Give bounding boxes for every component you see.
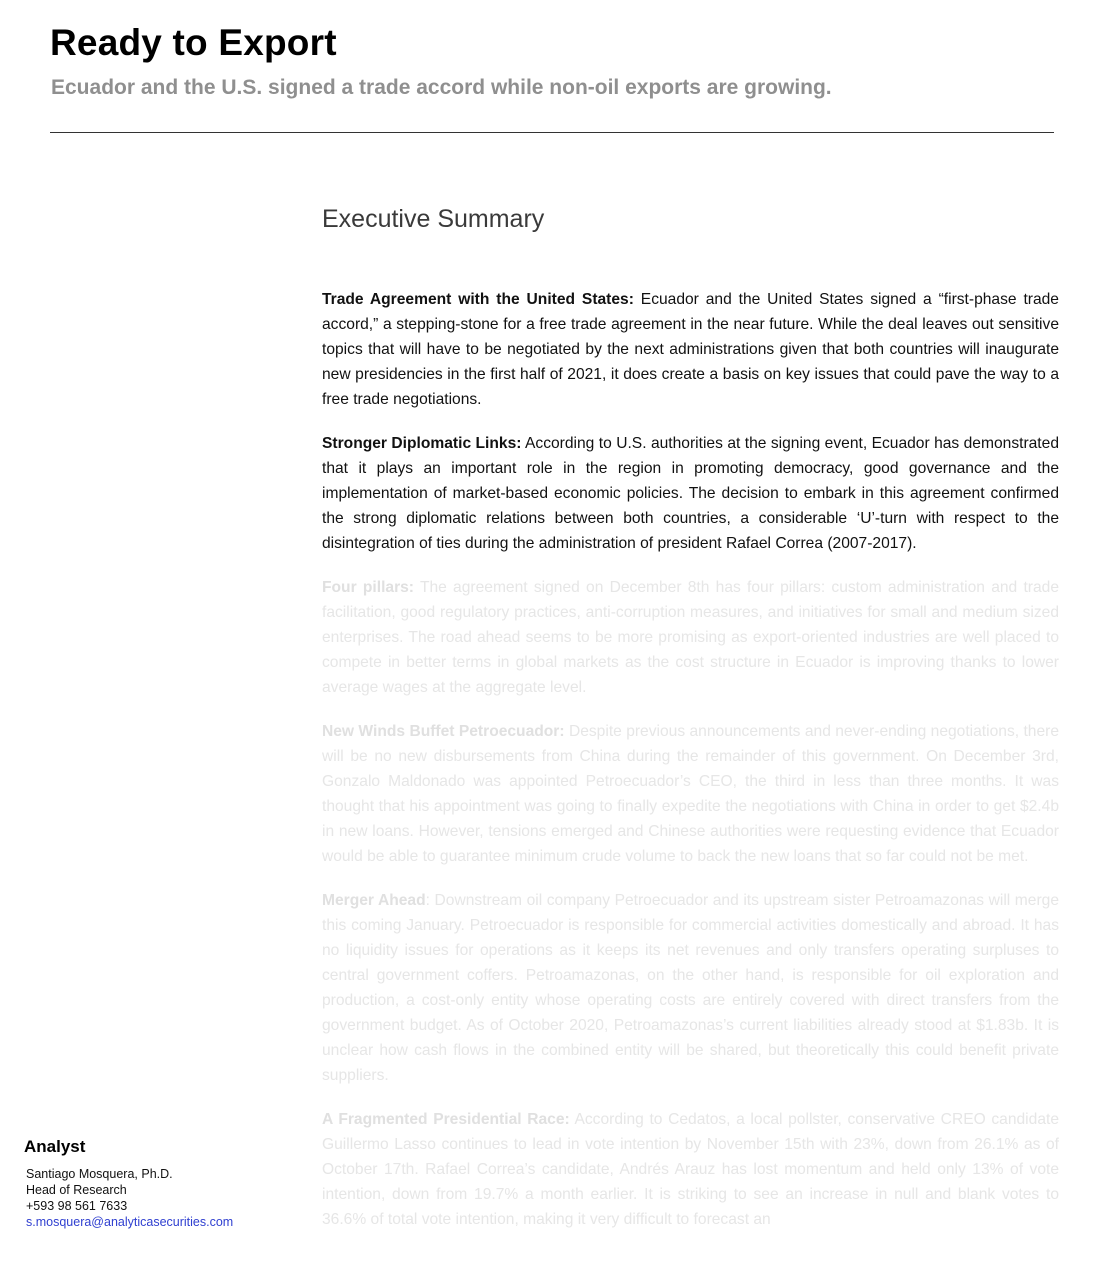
analyst-email-link[interactable]: s.mosquera@analyticasecurities.com	[26, 1215, 234, 1229]
report-subtitle: Ecuador and the U.S. signed a trade accord while non-oil exports are growing.	[51, 76, 832, 99]
paragraph-lead: Four pillars:	[322, 579, 415, 596]
summary-paragraph-merger	[322, 888, 1059, 1088]
header-divider	[50, 132, 1054, 133]
paragraph-lead: Trade Agreement with the United States:	[322, 291, 634, 308]
paragraph-lead: Stronger Diplomatic Links:	[322, 435, 522, 452]
paragraph-text: Ecuador and the United States signed a “first-phase trade accord,” a stepping-stone for a free trade agreement in the near future. While the deal leaves out sensitive topics that will have to be negotiated by the next administrations given that both countries will inaugurate new presidencies in the first half of 2021, it does create a basis on key issues that could pave the way to a free trade negotiations.	[322, 291, 1059, 408]
analyst-heading: Analyst	[24, 1137, 86, 1156]
summary-paragraph-petroecuador	[322, 719, 1059, 869]
section-heading: Executive Summary	[322, 205, 545, 233]
report-title: Ready to Export	[50, 22, 337, 63]
analyst-block	[24, 1137, 304, 1230]
analyst-role: Head of Research	[26, 1183, 127, 1197]
analyst-name: Santiago Mosquera, Ph.D.	[26, 1167, 173, 1181]
paragraph-text: The agreement signed on December 8th has four pillars: custom administration and trade facilitation, good regulatory practices, anti-corruption measures, and initiatives for small and medium sized enterprises. The road ahead seems to be more promising as export-oriented industries are well placed to compete in better terms in global markets as the cost structure in Ecuador is improving thanks to lower average wages at the aggregate level.	[322, 579, 1059, 696]
summary-paragraph-presidential-race	[322, 1107, 1059, 1232]
summary-paragraph-trade-agreement	[322, 287, 1059, 412]
paragraph-text: Despite previous announcements and never-ending negotiations, there will be no new disbursements from China during the remainder of this government. On December 3rd, Gonzalo Maldonado was appointed Petroecuador’s CEO, the third in less than three months. It was thought that his appointment was going to finally expedite the negotiations with China in order to get $2.4b in new loans. However, tensions emerged and Chinese authorities were requesting evidence that Ecuador would be able to guarantee minimum crude volume to back the new loans that so far could not be met.	[322, 723, 1059, 865]
paragraph-text: : Downstream oil company Petroecuador and its upstream sister Petroamazonas will merge this coming January. Petroecuador is responsible for commercial activities domestically and abroad. It has no liquidity issues for operations as it keeps its net revenues and only transfers operating surpluses to central government coffers. Petroamazonas, on the other hand, is responsible for oil exploration and production, a cost-only entity whose operating costs are entirely covered with direct transfers from the government budget. As of October 2020, Petroamazonas’s current liabilities already stood at $1.83b. It is unclear how cash flows in the combined entity will be shared, but theoretically this could benefit private suppliers.	[322, 892, 1059, 1084]
paragraph-lead: A Fragmented Presidential Race:	[322, 1111, 570, 1128]
summary-body	[322, 287, 1059, 1251]
paragraph-lead: New Winds Buffet Petroecuador:	[322, 723, 565, 740]
summary-paragraph-diplomatic-links	[322, 431, 1059, 556]
paragraph-text: According to U.S. authorities at the signing event, Ecuador has demonstrated that it plays an important role in the region in promoting democracy, good governance and the implementation of market-based economic policies. The decision to embark in this agreement confirmed the strong diplomatic relations between both countries, a considerable ‘U’-turn with respect to the disintegration of ties during the administration of president Rafael Correa (2007-2017).	[322, 435, 1059, 552]
paragraph-lead: Merger Ahead	[322, 892, 426, 909]
paragraph-text: According to Cedatos, a local pollster, conservative CREO candidate Guillermo Lasso continues to lead in vote intention by November 15th with 23%, down from 26.1% as of October 17th. Rafael Correa’s candidate, Andrés Arauz has lost momentum and held only 13% of vote intention, down from 19.7% a month earlier. It is striking to see an increase in null and blank votes to 36.6% of total vote intention, making it very difficult to forecast an	[322, 1111, 1059, 1228]
summary-paragraph-four-pillars	[322, 575, 1059, 700]
analyst-phone: +593 98 561 7633	[26, 1199, 128, 1213]
